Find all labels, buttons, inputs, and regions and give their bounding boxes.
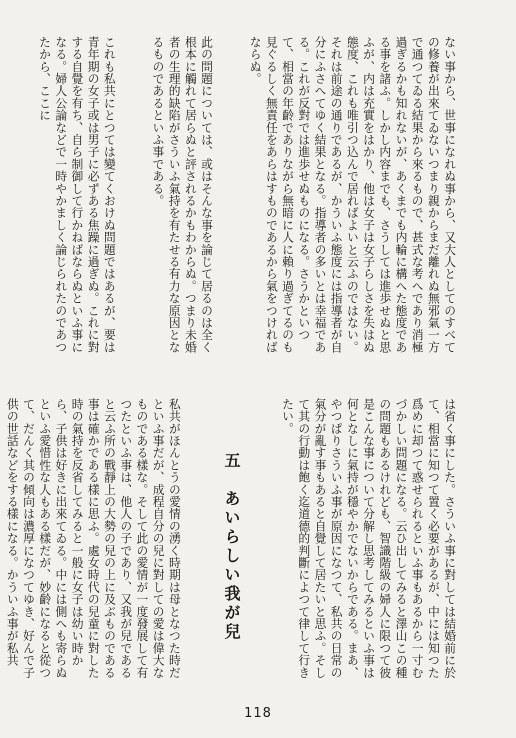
paragraph: 私共がほんとうの愛情の湧く時期は母となつた時だといふ事だが、成程自分の兒に對しての愛は偉大なものである樣な。そして此の愛情が一度發展して有つたといふ事は、他人の子であり、又我が兒であると云ふ所の戰靜上の大勢の兒の上に及ぶものである事は確かである樣に思ふ。處女時代の兒童に對した時の氣持を反省してみると一般に女子は幼い時から、子供は好きに出來てゐる。中には側へも寄らぬといふ愛惜性な人もある樣だが、妙齡になると從つて、だんく其の傾向は濃厚になつてゆき、好んで子供の世話などをする樣になる。かういふ事が私共 xyxy=(5,398,182,679)
top-text-block xyxy=(37,36,490,358)
section-heading: 五 あいらしい我が兒 xyxy=(221,452,241,642)
page-number: 118 xyxy=(244,706,272,721)
paragraph: 此の問題については、或はそんな事を論じて居るのは全く根本に觸れて居らぬと評されるかもわからぬ。つまり未婚者の生理的缺陷がさういふ氣持を有たせる有力な原因となるものであるといふ事である。 xyxy=(150,36,214,354)
paragraph: ない事から、世事になれぬ事から、又大人としてのすべての修養が出來てゐないつまり親からまだ離れぬ無邪氣一方で通つてゐる結果から來るもので、甚式な考へであり消極過ぎるかも知れないが、あくまでも内輪に構へた態度である事を諸ふ。しかし内容までも、さうしては進歩せぬと思ふが、内は充實をはかり、他は女子は女子らしさを失はぬ態度、これも唯引つ込んで居ればよいと云ふのではない。それは前途の通りであるが、かういふ態度には指導者が自分にふさへてゆく結果となる。指導者の多いとは幸福である。これが反對では進歩せぬものになる。さうかといつて、相當の年齡でありながら無暗に人に賴り過ぎてるのも見ぐるしく無責任をあらはすものであるから氣をつければならぬ。 xyxy=(248,36,457,354)
paragraph: は省く事にした。さういふ事に對しては結婚前に於て、相當に知つて置く必要があるが、中には知つた爲めに却つて惑せられるといふ事もあるから一寸むづかしい問題になる。云ひ出してみると澤山この種の問題もあるけれども、智識階級の婦人に限つて彼是こんな事について分解し思考してみるといふ事は何となしに氣持が穩やかでないからである。まあ、やつぱりさういふ事が原因になつて、私共の日常の氣分が亂す事もあると自覺して居たいと思ふ。そして其の行動は飽く迄道德的判斷によつて律して行きたい。 xyxy=(280,398,457,679)
paragraph: これも私共にとつては變てくおけぬ問題ではあるが、要は青年期の女子或は男子に必ずある焦躁に過ぎぬ。これに對する自覺を有ち、自ら制御して行かねばならぬといふ事になる。婦人公論などで一時やかましく論じられたのであつたから、ここに xyxy=(37,36,117,354)
bottom-text-block xyxy=(5,398,490,690)
